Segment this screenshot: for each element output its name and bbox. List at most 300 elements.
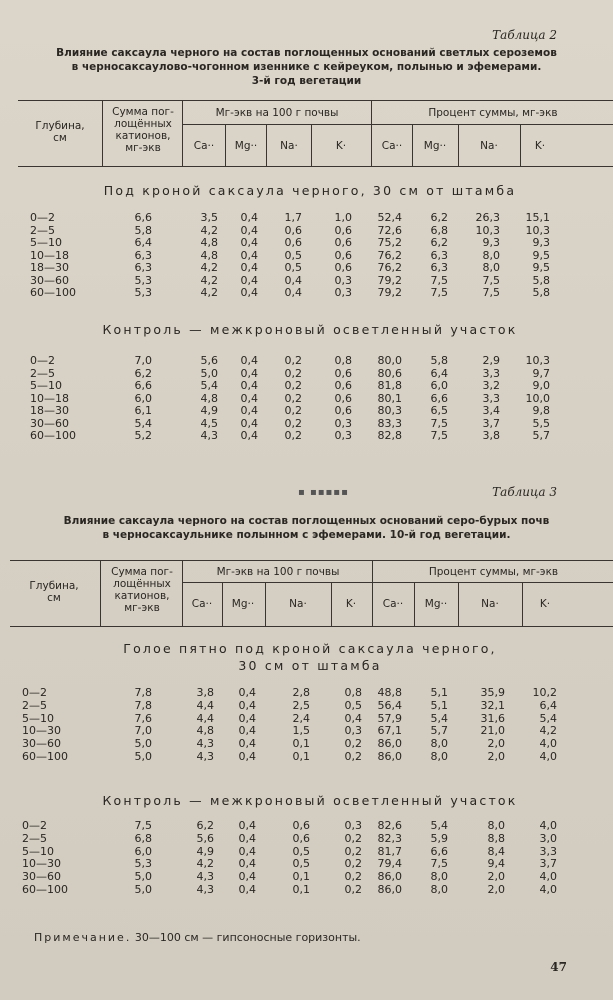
value-cell: 67,1 <box>377 724 402 738</box>
section-title: Контроль — межкроновый осветленный участок <box>102 793 518 808</box>
value-cell: 2,0 <box>487 750 505 763</box>
value-cell: 6,3 <box>430 261 448 274</box>
value-cell: 1,0 <box>334 211 352 224</box>
value-cell: 4,8 <box>200 236 218 249</box>
table-row <box>0 287 613 299</box>
value-cell: 86,0 <box>377 750 402 763</box>
depth-cell: 5—10 <box>22 711 54 725</box>
value-cell: 4,2 <box>196 857 214 871</box>
value-cell: 9,8 <box>532 404 550 417</box>
value-cell: 79,4 <box>377 857 402 871</box>
table3-header-sum: Сумма пог- лощённых катионов, мг-экв <box>111 566 173 614</box>
table-row <box>0 700 613 712</box>
value-cell: 83,3 <box>377 416 402 430</box>
value-cell: 0,6 <box>334 391 352 405</box>
value-cell: 86,0 <box>377 870 402 884</box>
value-cell: 7,5 <box>430 429 448 442</box>
table-row <box>0 713 613 725</box>
value-cell: 4,9 <box>200 404 218 417</box>
ion-header: Mg·· <box>424 598 448 610</box>
value-cell: 7,0 <box>134 354 152 367</box>
depth-cell: 30—60 <box>22 737 61 751</box>
value-cell: 0,2 <box>284 354 302 367</box>
value-cell: 7,5 <box>430 273 448 287</box>
table3-header-meq: Мг-экв на 100 г почвы <box>216 566 340 578</box>
table-row <box>0 820 613 832</box>
ion-header: Mg·· <box>423 140 447 152</box>
value-cell: 8,0 <box>430 883 448 896</box>
value-cell: 6,4 <box>539 698 557 712</box>
value-cell: 5,0 <box>134 750 152 763</box>
depth-cell: 10—18 <box>30 248 69 262</box>
value-cell: 3,7 <box>482 416 500 430</box>
value-cell: 3,7 <box>539 857 557 871</box>
depth-cell: 10—18 <box>30 391 69 405</box>
value-cell: 80,3 <box>377 404 402 417</box>
value-cell: 3,8 <box>196 686 214 699</box>
value-cell: 7,5 <box>430 416 448 430</box>
value-cell: 0,3 <box>334 273 352 287</box>
depth-cell: 2—5 <box>30 366 55 380</box>
table-row <box>0 380 613 392</box>
depth-cell: 5—10 <box>22 844 54 858</box>
value-cell: 9,5 <box>532 248 550 262</box>
value-cell: 0,3 <box>344 819 362 832</box>
value-cell: 6,3 <box>430 248 448 262</box>
value-cell: 0,4 <box>238 819 256 832</box>
value-cell: 2,0 <box>487 737 505 751</box>
value-cell: 0,1 <box>292 870 310 884</box>
value-cell: 5,4 <box>539 711 557 725</box>
value-cell: 5,3 <box>134 273 152 287</box>
value-cell: 0,2 <box>344 883 362 896</box>
value-cell: 4,2 <box>539 724 557 738</box>
value-cell: 4,3 <box>196 883 214 896</box>
value-cell: 0,3 <box>344 724 362 738</box>
value-cell: 80,0 <box>377 354 402 367</box>
footnote: Примечание. 30—100 см — гипсоносные горизонты. <box>34 931 361 944</box>
depth-cell: 2—5 <box>30 223 55 237</box>
depth-cell: 30—60 <box>30 416 69 430</box>
value-cell: 6,0 <box>430 379 448 392</box>
value-cell: 6,8 <box>430 223 448 237</box>
table2-header-percent: Процент суммы, мг-экв <box>428 107 558 119</box>
value-cell: 9,3 <box>482 236 500 249</box>
section-title: Под кроной саксаула черного, 30 см от штамба <box>103 183 517 198</box>
value-cell: 4,8 <box>200 391 218 405</box>
value-cell: 80,6 <box>377 366 402 380</box>
table-row <box>0 725 613 737</box>
table2-header-meq: Мг-экв на 100 г почвы <box>215 107 339 119</box>
value-cell: 0,4 <box>284 286 302 299</box>
table-row <box>0 262 613 274</box>
value-cell: 6,8 <box>134 831 152 845</box>
value-cell: 3,3 <box>482 366 500 380</box>
value-cell: 7,5 <box>430 857 448 871</box>
value-cell: 8,0 <box>482 248 500 262</box>
value-cell: 0,1 <box>292 750 310 763</box>
value-cell: 57,9 <box>377 711 402 725</box>
depth-cell: 2—5 <box>22 831 47 845</box>
value-cell: 0,4 <box>240 404 258 417</box>
value-cell: 4,3 <box>200 429 218 442</box>
value-cell: 9,4 <box>487 857 505 871</box>
depth-cell: 5—10 <box>30 236 62 249</box>
value-cell: 4,4 <box>196 711 214 725</box>
value-cell: 3,5 <box>200 211 218 224</box>
value-cell: 4,0 <box>539 737 557 751</box>
value-cell: 7,5 <box>482 273 500 287</box>
depth-cell: 0—2 <box>22 686 47 699</box>
value-cell: 4,3 <box>196 737 214 751</box>
value-cell: 0,4 <box>240 248 258 262</box>
ion-header: Ca·· <box>381 140 403 152</box>
value-cell: 2,9 <box>482 354 500 367</box>
value-cell: 56,4 <box>377 698 402 712</box>
value-cell: 8,0 <box>487 819 505 832</box>
value-cell: 5,6 <box>196 831 214 845</box>
value-cell: 4,2 <box>200 261 218 274</box>
table-row <box>0 250 613 262</box>
value-cell: 5,3 <box>134 857 152 871</box>
value-cell: 0,6 <box>334 366 352 380</box>
value-cell: 79,2 <box>377 286 402 299</box>
value-cell: 0,2 <box>344 844 362 858</box>
value-cell: 4,0 <box>539 819 557 832</box>
value-cell: 7,8 <box>134 698 152 712</box>
table-row <box>0 275 613 287</box>
value-cell: 10,3 <box>475 223 500 237</box>
ion-header: Na· <box>289 598 307 610</box>
value-cell: 21,0 <box>480 724 505 738</box>
depth-cell: 60—100 <box>30 429 76 442</box>
value-cell: 0,4 <box>238 857 256 871</box>
depth-cell: 60—100 <box>30 286 76 299</box>
value-cell: 7,0 <box>134 724 152 738</box>
value-cell: 6,4 <box>430 366 448 380</box>
value-cell: 0,5 <box>344 698 362 712</box>
table-row <box>0 405 613 417</box>
value-cell: 82,6 <box>377 819 402 832</box>
value-cell: 0,4 <box>240 211 258 224</box>
value-cell: 8,0 <box>430 750 448 763</box>
value-cell: 31,6 <box>480 711 505 725</box>
value-cell: 6,4 <box>134 236 152 249</box>
value-cell: 81,7 <box>377 844 402 858</box>
value-cell: 6,5 <box>430 404 448 417</box>
value-cell: 0,4 <box>240 379 258 392</box>
table3-title: Влияние саксаула черного на состав поглощенных оснований серо-бурых почв в черносаксаульнике полынном с эфемерами. 10-й год вегетации. <box>63 515 550 541</box>
value-cell: 0,4 <box>238 883 256 896</box>
value-cell: 0,2 <box>344 737 362 751</box>
table-row <box>0 212 613 224</box>
value-cell: 6,3 <box>134 261 152 274</box>
value-cell: 6,3 <box>134 248 152 262</box>
value-cell: 0,4 <box>284 273 302 287</box>
depth-cell: 2—5 <box>22 698 47 712</box>
value-cell: 5,4 <box>200 379 218 392</box>
value-cell: 9,3 <box>532 236 550 249</box>
ion-header: Mg·· <box>231 598 255 610</box>
depth-cell: 60—100 <box>22 883 68 896</box>
table-row <box>0 833 613 845</box>
value-cell: 0,5 <box>284 261 302 274</box>
table2-header-depth: Глубина, см <box>35 120 85 144</box>
value-cell: 0,4 <box>240 273 258 287</box>
book-page: Таблица 2 Влияние саксаула черного на состав поглощенных оснований светлых сероземов в черносаксаулово-чогонном изеннике с кейреуком, полынью и эфемерами. 3-й год вегетации Глубина, см Сумма пог- лощённых катионов, мг-экв Мг-экв на 100 г почвы Процент суммы, мг-экв Ca·· Mg·· Na· K· Ca·· Mg·· Na· K· Под кроной саксаула черного, 30 см от штамба 0—2 6,6 3,5 0,4 1,7 1,0 52,4 6,2 26,3 15,1 2—5 5,8 4,2 0,4 0,6 0,6 72,6 6,8 10,3 10,3 5—10 6,4 4,8 0,4 0,6 0,6 75,2 6,2 9,3 9,3 10—18 6,3 4,8 0,4 0,5 0,6 76,2 6,3 8,0 9,5 18—30 6,3 4,2 0,4 0,5 0,6 76,2 6,3 8,0 9,5 30—60 5,3 4,2 0,4 0,4 0,3 79,2 7,5 7,5 5,8 60—100 5,3 4,2 0,4 0,4 0,3 79,2 7,5 7,5 5,8 Контроль — межкроновый осветленный участок 0—2 7,0 5,6 0,4 0,2 0,8 80,0 5,8 2,9 10,3 2—5 6,2 5,0 0,4 0,2 0,6 80,6 6,4 3,3 9,7 5—10 6,6 5,4 0,4 0,2 0,6 81,8 6,0 3,2 9,0 10—18 6,0 4,8 0,4 0,2 0,6 80,1 6,6 3,3 10,0 18—30 6,1 4,9 0,4 0,2 0,6 80,3 6,5 3,4 9,8 30—60 5,4 4,5 0,4 0,2 0,3 83,3 7,5 3,7 5,5 60—100 5,2 4,3 0,4 0,2 0,3 82,8 7,5 3,8 5,7 ▪ ▪▪▪▪▪ Таблица 3 Влияние саксаула черного на состав поглощенных оснований серо-бурых почв в черносаксаульнике полынном с эфемерами. 10-й год вегетации. Глубина, см Сумма пог- лощённых катионов, мг-экв Мг-экв на 100 г почвы Процент суммы, мг-экв Ca·· Mg·· Na· K· Ca·· Mg·· Na· K· Голое пятно под кроной саксаула черного, 30 см от штамба 0—2 7,8 3,8 0,4 2,8 0,8 48,8 5,1 35,9 10,2 2—5 7,8 4,4 0,4 2,5 0,5 56,4 5,1 32,1 6,4 5—10 7,6 4,4 0,4 2,4 0,4 57,9 5,4 31,6 5,4 10—30 7,0 4,8 0,4 1,5 0,3 67,1 5,7 21,0 4,2 30—60 5,0 4,3 0,4 0,1 0,2 86,0 8,0 2,0 4,0 60—100 5,0 4,3 0,4 0,1 0,2 86,0 8,0 2,0 4,0 Контроль — межкроновый осветленный участок 0—2 7,5 6,2 0,4 0,6 0,3 82,6 5,4 8,0 4,0 2—5 6,8 5,6 0,4 0,6 0,2 82,3 5,9 8,8 3,0 5—10 6,0 4,9 0,4 0,5 0,2 81,7 6,6 8,4 3,3 10—30 5,3 4,2 0,4 0,5 0,2 79,4 7,5 9,4 3,7 30—60 5,0 4,3 0,4 0,1 0,2 86,0 8,0 2,0 4,0 60—100 5,0 4,3 0,4 0,1 0,2 86,0 8,0 2,0 4,0 Примечание. 30—100 см — гипсоносные горизонты. 47 <box>0 0 613 1000</box>
value-cell: 2,8 <box>292 686 310 699</box>
value-cell: 4,0 <box>539 750 557 763</box>
ion-header: Ca·· <box>193 140 215 152</box>
value-cell: 3,8 <box>482 429 500 442</box>
value-cell: 5,8 <box>430 354 448 367</box>
depth-cell: 18—30 <box>30 261 69 274</box>
value-cell: 0,4 <box>238 737 256 751</box>
value-cell: 10,3 <box>525 354 550 367</box>
value-cell: 0,1 <box>292 737 310 751</box>
ion-header: K· <box>539 598 551 610</box>
table-row <box>0 858 613 870</box>
value-cell: 86,0 <box>377 883 402 896</box>
value-cell: 0,4 <box>238 724 256 738</box>
value-cell: 26,3 <box>475 211 500 224</box>
value-cell: 5,4 <box>430 819 448 832</box>
value-cell: 3,3 <box>539 844 557 858</box>
value-cell: 0,2 <box>284 404 302 417</box>
value-cell: 5,2 <box>134 429 152 442</box>
value-cell: 80,1 <box>377 391 402 405</box>
value-cell: 7,5 <box>430 286 448 299</box>
value-cell: 81,8 <box>377 379 402 392</box>
table2-title: Влияние саксаула черного на состав поглощенных оснований светлых сероземов в черносаксаулово-чогонном изеннике с кейреуком, полынью и эфемерами. 3-й год вегетации <box>56 47 557 87</box>
value-cell: 4,8 <box>200 248 218 262</box>
depth-cell: 0—2 <box>22 819 47 832</box>
value-cell: 32,1 <box>480 698 505 712</box>
table-row <box>0 355 613 367</box>
ion-header: Mg·· <box>234 140 258 152</box>
value-cell: 4,0 <box>539 870 557 884</box>
value-cell: 2,4 <box>292 711 310 725</box>
value-cell: 0,6 <box>284 223 302 237</box>
value-cell: 4,8 <box>196 724 214 738</box>
value-cell: 0,4 <box>238 870 256 884</box>
value-cell: 0,4 <box>240 223 258 237</box>
value-cell: 8,0 <box>482 261 500 274</box>
value-cell: 0,4 <box>238 750 256 763</box>
value-cell: 4,2 <box>200 273 218 287</box>
value-cell: 0,5 <box>284 248 302 262</box>
value-cell: 0,4 <box>238 711 256 725</box>
value-cell: 7,6 <box>134 711 152 725</box>
value-cell: 5,1 <box>430 698 448 712</box>
value-cell: 7,8 <box>134 686 152 699</box>
value-cell: 0,4 <box>240 416 258 430</box>
value-cell: 0,4 <box>238 686 256 699</box>
value-cell: 0,2 <box>344 750 362 763</box>
value-cell: 0,4 <box>238 698 256 712</box>
table-row <box>0 871 613 883</box>
value-cell: 6,2 <box>134 366 152 380</box>
value-cell: 5,5 <box>532 416 550 430</box>
table2-header-sum: Сумма пог- лощённых катионов, мг-экв <box>112 106 174 154</box>
value-cell: 5,0 <box>134 870 152 884</box>
value-cell: 0,6 <box>334 261 352 274</box>
ion-header: K· <box>534 140 546 152</box>
value-cell: 5,7 <box>532 429 550 442</box>
value-cell: 8,0 <box>430 737 448 751</box>
value-cell: 0,2 <box>284 416 302 430</box>
value-cell: 72,6 <box>377 223 402 237</box>
value-cell: 0,2 <box>344 870 362 884</box>
value-cell: 79,2 <box>377 273 402 287</box>
value-cell: 4,3 <box>196 750 214 763</box>
value-cell: 3,3 <box>482 391 500 405</box>
value-cell: 0,5 <box>292 857 310 871</box>
value-cell: 0,4 <box>240 366 258 380</box>
value-cell: 76,2 <box>377 261 402 274</box>
section-title: Контроль — межкроновый осветленный участок <box>102 322 518 337</box>
value-cell: 0,4 <box>240 286 258 299</box>
ion-header: Na· <box>280 140 298 152</box>
value-cell: 10,0 <box>525 391 550 405</box>
value-cell: 0,6 <box>292 831 310 845</box>
value-cell: 6,2 <box>430 236 448 249</box>
value-cell: 75,2 <box>377 236 402 249</box>
value-cell: 4,2 <box>200 286 218 299</box>
value-cell: 0,4 <box>240 236 258 249</box>
value-cell: 9,7 <box>532 366 550 380</box>
ion-header: Na· <box>480 140 498 152</box>
value-cell: 8,4 <box>487 844 505 858</box>
value-cell: 82,3 <box>377 831 402 845</box>
value-cell: 0,2 <box>344 857 362 871</box>
value-cell: 6,1 <box>134 404 152 417</box>
value-cell: 4,2 <box>200 223 218 237</box>
value-cell: 48,8 <box>377 686 402 699</box>
value-cell: 82,8 <box>377 429 402 442</box>
table-row <box>0 884 613 896</box>
table3-label: Таблица 3 <box>492 485 557 499</box>
value-cell: 0,6 <box>292 819 310 832</box>
table3-header-percent: Процент суммы, мг-экв <box>428 566 559 578</box>
ion-header: Ca·· <box>191 598 213 610</box>
table-row <box>0 368 613 380</box>
ion-header: Ca·· <box>382 598 404 610</box>
value-cell: 6,6 <box>430 844 448 858</box>
depth-cell: 0—2 <box>30 211 55 224</box>
value-cell: 4,0 <box>539 883 557 896</box>
value-cell: 15,1 <box>525 211 550 224</box>
depth-cell: 18—30 <box>30 404 69 417</box>
value-cell: 0,2 <box>284 429 302 442</box>
value-cell: 5,1 <box>430 686 448 699</box>
value-cell: 0,6 <box>334 223 352 237</box>
value-cell: 2,5 <box>292 698 310 712</box>
table-row <box>0 393 613 405</box>
table2-label: Таблица 2 <box>492 28 557 42</box>
value-cell: 7,5 <box>482 286 500 299</box>
value-cell: 0,6 <box>334 404 352 417</box>
value-cell: 4,9 <box>196 844 214 858</box>
depth-cell: 30—60 <box>22 870 61 884</box>
value-cell: 9,5 <box>532 261 550 274</box>
depth-cell: 10—30 <box>22 857 61 871</box>
value-cell: 0,2 <box>284 379 302 392</box>
value-cell: 0,3 <box>334 286 352 299</box>
value-cell: 9,0 <box>532 379 550 392</box>
value-cell: 5,0 <box>134 883 152 896</box>
value-cell: 6,6 <box>134 379 152 392</box>
value-cell: 0,3 <box>334 429 352 442</box>
value-cell: 6,2 <box>196 819 214 832</box>
value-cell: 2,0 <box>487 883 505 896</box>
value-cell: 5,9 <box>430 831 448 845</box>
value-cell: 2,0 <box>487 870 505 884</box>
value-cell: 6,2 <box>430 211 448 224</box>
depth-cell: 0—2 <box>30 354 55 367</box>
depth-cell: 10—30 <box>22 724 61 738</box>
value-cell: 76,2 <box>377 248 402 262</box>
page-number: 47 <box>550 960 567 974</box>
table-row <box>0 418 613 430</box>
value-cell: 0,4 <box>344 711 362 725</box>
value-cell: 5,8 <box>134 223 152 237</box>
value-cell: 0,4 <box>240 261 258 274</box>
value-cell: 5,4 <box>430 711 448 725</box>
value-cell: 5,0 <box>134 737 152 751</box>
value-cell: 0,5 <box>292 844 310 858</box>
value-cell: 1,5 <box>292 724 310 738</box>
value-cell: 5,8 <box>532 286 550 299</box>
value-cell: 6,0 <box>134 391 152 405</box>
value-cell: 52,4 <box>377 211 402 224</box>
value-cell: 0,2 <box>284 366 302 380</box>
value-cell: 86,0 <box>377 737 402 751</box>
table-row <box>0 430 613 442</box>
value-cell: 0,4 <box>240 354 258 367</box>
value-cell: 6,0 <box>134 844 152 858</box>
value-cell: 0,4 <box>240 429 258 442</box>
value-cell: 0,6 <box>284 236 302 249</box>
value-cell: 0,2 <box>344 831 362 845</box>
value-cell: 3,0 <box>539 831 557 845</box>
value-cell: 1,7 <box>284 211 302 224</box>
table-row <box>0 687 613 699</box>
value-cell: 0,4 <box>238 831 256 845</box>
table3-header-depth: Глубина, см <box>29 580 79 604</box>
value-cell: 5,3 <box>134 286 152 299</box>
value-cell: 8,8 <box>487 831 505 845</box>
value-cell: 0,6 <box>334 379 352 392</box>
value-cell: 4,5 <box>200 416 218 430</box>
value-cell: 5,4 <box>134 416 152 430</box>
value-cell: 5,8 <box>532 273 550 287</box>
value-cell: 4,4 <box>196 698 214 712</box>
value-cell: 0,8 <box>334 354 352 367</box>
value-cell: 5,0 <box>200 366 218 380</box>
value-cell: 5,6 <box>200 354 218 367</box>
value-cell: 10,3 <box>525 223 550 237</box>
section-title: Голое пятно под кроной саксаула черного, 30 см от штамба <box>123 641 497 673</box>
value-cell: 3,4 <box>482 404 500 417</box>
value-cell: 8,0 <box>430 870 448 884</box>
value-cell: 10,2 <box>532 686 557 699</box>
table-row <box>0 846 613 858</box>
ion-header: Na· <box>481 598 499 610</box>
value-cell: 0,4 <box>240 391 258 405</box>
ion-header: K· <box>345 598 357 610</box>
value-cell: 0,3 <box>334 416 352 430</box>
